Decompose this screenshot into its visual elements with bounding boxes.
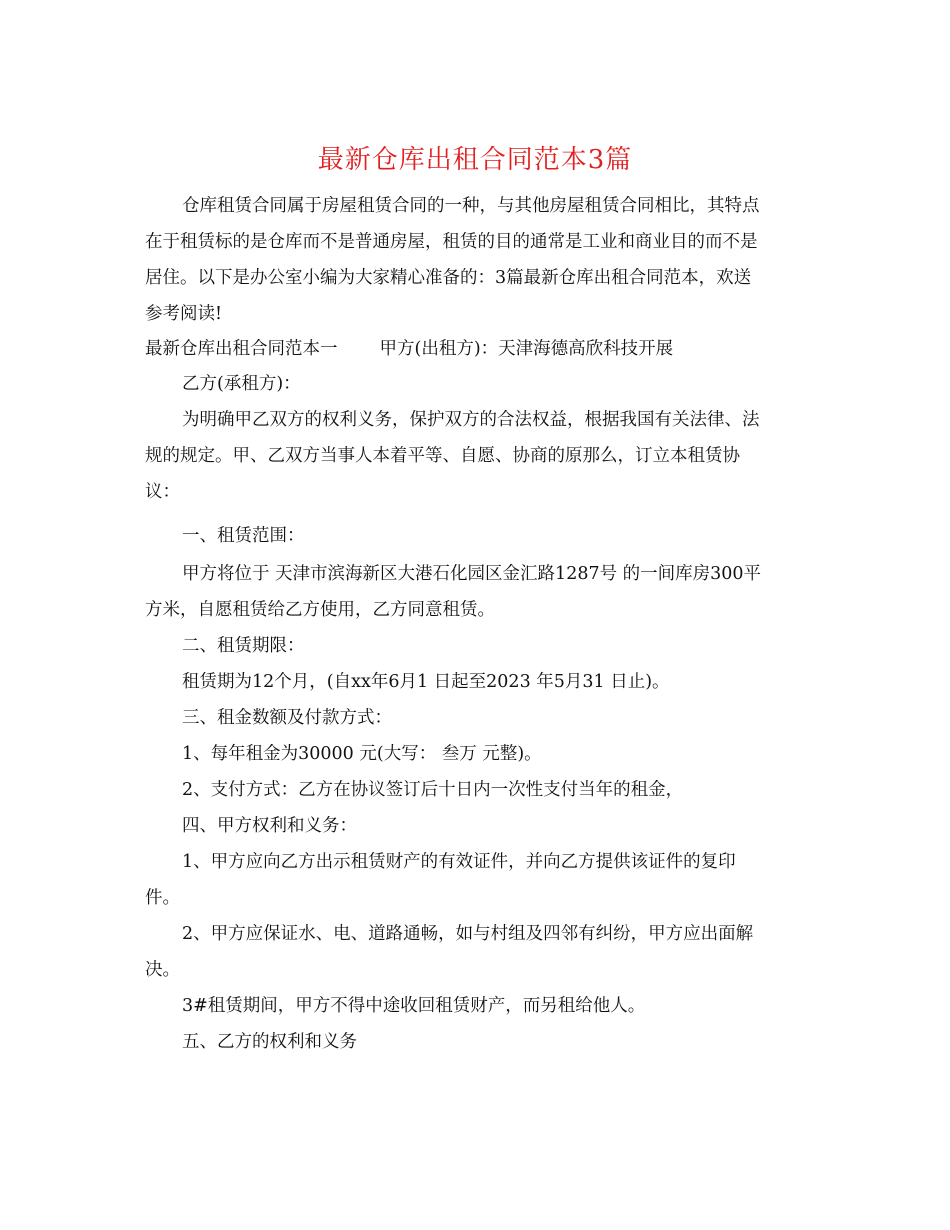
clause-heading: 四、甲方权利和义务： (182, 816, 357, 836)
document-title: 最新仓库出租合同范本3篇 (317, 145, 633, 175)
paragraph-line: 租赁期为12个月，(自xx年6月1 日起至2023 年5月31 日止)。 (182, 672, 670, 692)
paragraph-line: 2、甲方应保证水、电、道路通畅，如与村组及四邻有纠纷，甲方应出面解 (182, 924, 754, 944)
paragraph-line: 决。 (145, 960, 180, 980)
clause-heading: 五、乙方的权利和义务 (182, 1032, 357, 1052)
paragraph-line: 参考阅读! (145, 304, 223, 324)
paragraph-line: 甲方将位于 天津市滨海新区大港石化园区金汇路1287号 的一间库房300平 (182, 564, 762, 584)
paragraph-line: 仓库租赁合同属于房屋租赁合同的一种，与其他房屋租赁合同相比，其特点 (182, 196, 760, 216)
paragraph-line: 议： (145, 482, 180, 502)
paragraph-line: 规的规定。甲、乙双方当事人本着平等、自愿、协商的原那么，订立本租赁协 (145, 446, 740, 466)
paragraph-line: 在于租赁标的是仓库而不是普通房屋，租赁的目的通常是工业和商业目的而不是 (145, 232, 758, 252)
section-heading-line (145, 337, 825, 361)
clause-heading: 一、租赁范围： (182, 526, 305, 546)
clause-heading: 二、租赁期限： (182, 636, 305, 656)
paragraph-line: 3#租赁期间，甲方不得中途收回租赁财产，而另租给他人。 (182, 996, 646, 1016)
party-b-line: 乙方(承租方)： (182, 374, 301, 394)
paragraph-line: 居住。以下是办公室小编为大家精心准备的：3篇最新仓库出租合同范本，欢送 (145, 268, 752, 288)
paragraph-line: 1、每年租金为30000 元(大写： 叁万 元整)。 (182, 744, 542, 764)
paragraph-line: 1、甲方应向乙方出示租赁财产的有效证件，并向乙方提供该证件的复印 (182, 852, 736, 872)
paragraph-line: 方米，自愿租赁给乙方使用，乙方同意租赁。 (145, 600, 495, 620)
party-a-line: 甲方(出租方)：天津海德高欣科技开展 (379, 339, 674, 359)
section-heading: 最新仓库出租合同范本一 (145, 339, 338, 359)
paragraph-line: 2、支付方式：乙方在协议签订后十日内一次性支付当年的租金， (182, 780, 684, 800)
clause-heading: 三、租金数额及付款方式： (182, 708, 392, 728)
paragraph-line: 件。 (145, 888, 180, 908)
paragraph-line: 为明确甲乙双方的权利义务，保护双方的合法权益，根据我国有关法律、法 (182, 410, 760, 430)
